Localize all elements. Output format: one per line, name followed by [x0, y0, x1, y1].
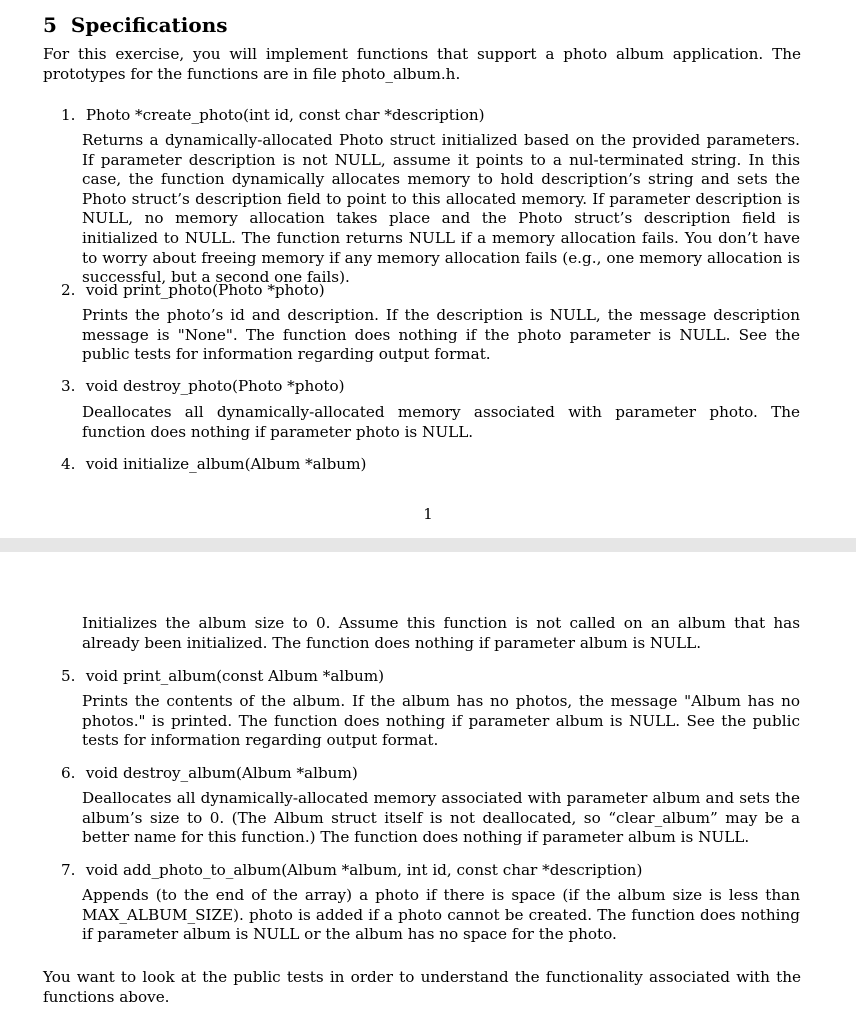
function-item-print-album	[61, 667, 384, 687]
function-description: Initializes the album size to 0. Assume this function is not called on an album that has already been initialized. The function does nothing if parameter album is NULL.	[82, 614, 800, 652]
function-item-add-photo-to-album	[61, 861, 642, 881]
document-page-2	[0, 552, 856, 1024]
function-signature: void print_photo(Photo *photo)	[85, 281, 325, 299]
page-separator	[0, 538, 856, 552]
function-item-destroy-album	[61, 764, 358, 784]
function-description: Returns a dynamically-allocated Photo struct initialized based on the provided parameters. If parameter description is not NULL, assume it points to a nul-terminated string. In this case, the function dynamically allocates memory to hold description’s string and sets the Photo struct’s description field to point to this allocated memory. If parameter description is NULL, no memory allocation takes place and the Photo struct’s description field is initialized to NULL. The function returns NULL if a memory allocation fails. You don’t have to worry about freeing memory if any memory allocation fails (e.g., one memory allocation is successful, but a second one fails).	[82, 131, 800, 287]
item-number: 1.	[61, 106, 76, 124]
function-description: Appends (to the end of the array) a photo if there is space (if the album size is less than MAX_ALBUM_SIZE). photo is added if a photo cannot be created. The function does nothing if parameter album is NULL or the album has no space for the photo.	[82, 886, 800, 944]
function-signature: Photo *create_photo(int id, const char *description)	[85, 106, 485, 124]
intro-paragraph: For this exercise, you will implement functions that support a photo album application. The prototypes for the functions are in file photo_album.h.	[43, 45, 801, 83]
function-signature: void print_album(const Album *album)	[85, 667, 385, 685]
function-description: Prints the contents of the album. If the album has no photos, the message "Album has no photos." is printed. The function does nothing if parameter album is NULL. See the public tests for information regarding output format.	[82, 692, 800, 750]
closing-paragraph: You want to look at the public tests in order to understand the functionality associated with the functions above.	[43, 968, 801, 1006]
page-number: 1	[423, 505, 433, 523]
item-number: 6.	[61, 764, 76, 782]
function-item-create-photo	[61, 106, 485, 126]
item-number: 3.	[61, 377, 76, 395]
function-description: Deallocates all dynamically-allocated memory associated with parameter album and sets the album’s size to 0. (The Album struct itself is not deallocated, so “clear_album” may be a better name for this function.) The function does nothing if parameter album is NULL.	[82, 789, 800, 847]
function-item-destroy-photo	[61, 377, 345, 397]
function-signature: void destroy_album(Album *album)	[85, 764, 358, 782]
function-item-initialize-album	[61, 455, 366, 475]
item-number: 7.	[61, 861, 76, 879]
item-number: 2.	[61, 281, 76, 299]
section-title: Specifications	[70, 13, 228, 37]
section-heading	[43, 13, 228, 37]
section-number: 5	[43, 13, 57, 37]
function-signature: void destroy_photo(Photo *photo)	[85, 377, 345, 395]
function-item-print-photo	[61, 281, 325, 301]
item-number: 5.	[61, 667, 76, 685]
function-description: Prints the photo’s id and description. If the description is NULL, the message description message is "None". The function does nothing if the photo parameter is NULL. See the public tests for information regarding output format.	[82, 306, 800, 364]
function-description: Deallocates all dynamically-allocated memory associated with parameter photo. The function does nothing if parameter photo is NULL.	[82, 403, 800, 441]
item-number: 4.	[61, 455, 76, 473]
function-signature: void add_photo_to_album(Album *album, int id, const char *description)	[85, 861, 643, 879]
function-signature: void initialize_album(Album *album)	[85, 455, 367, 473]
